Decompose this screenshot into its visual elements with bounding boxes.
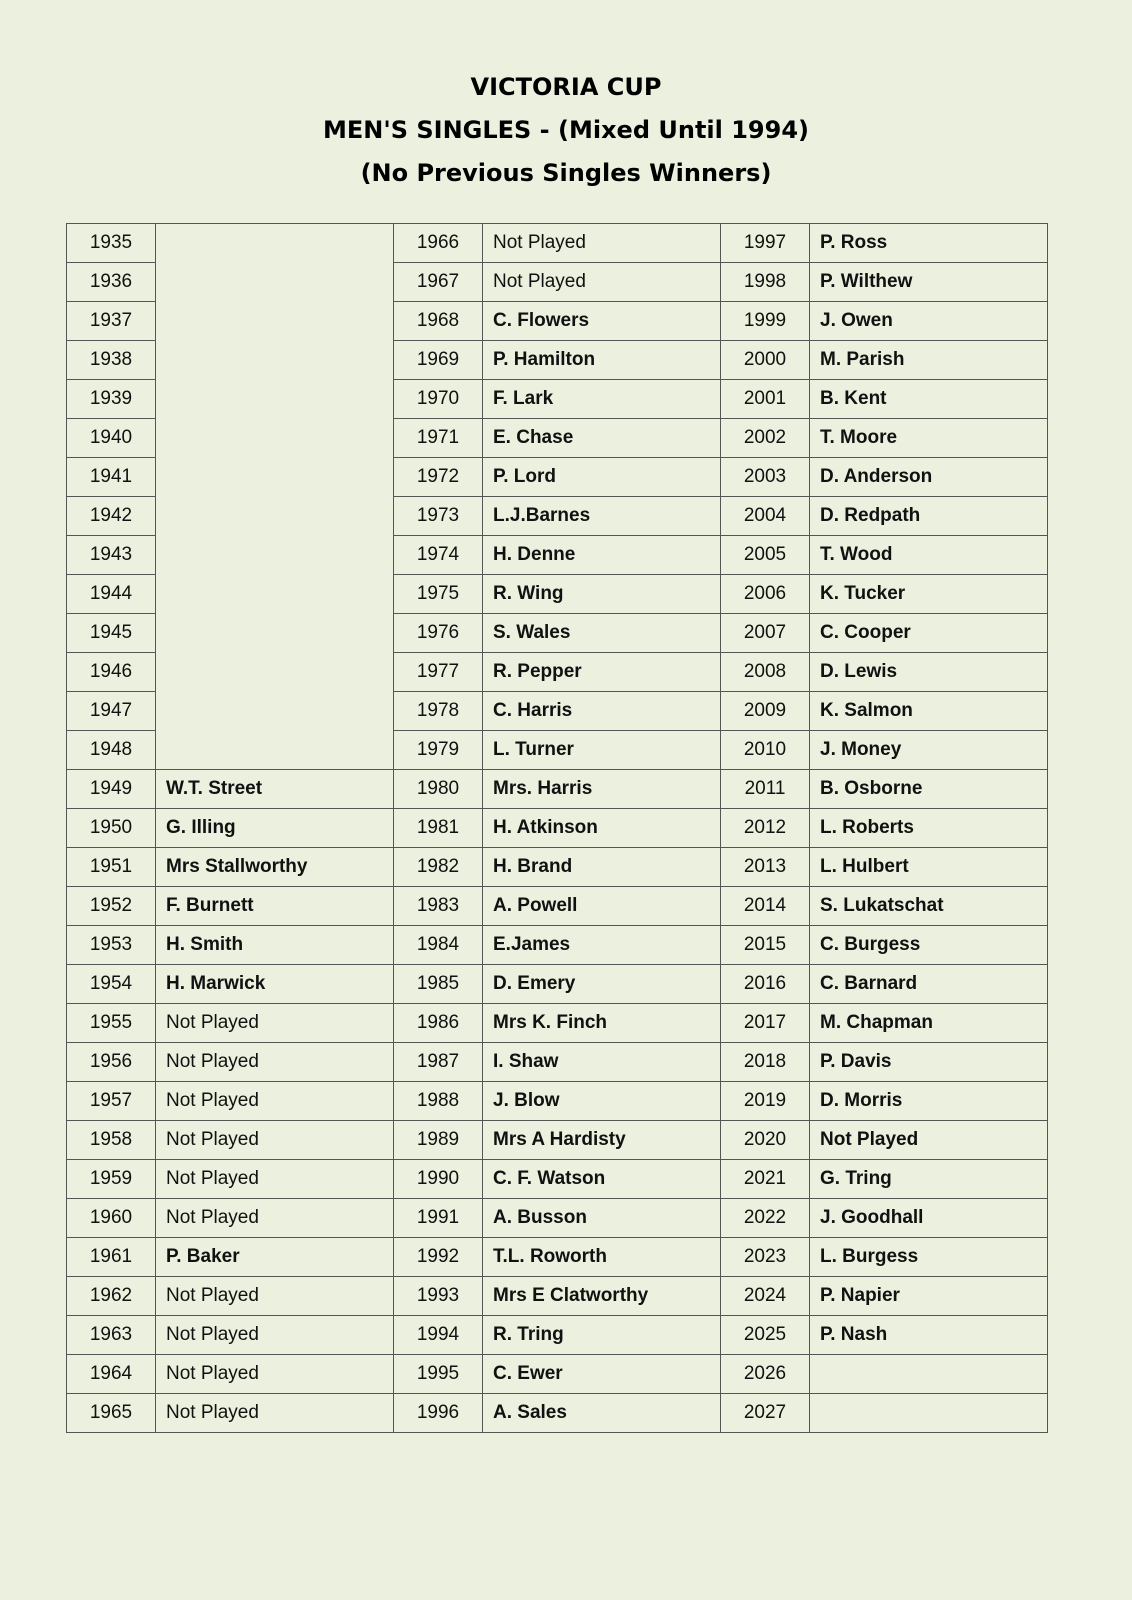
year-cell: 1976 xyxy=(394,614,483,653)
year-cell: 1993 xyxy=(394,1277,483,1316)
year-cell: 1953 xyxy=(67,926,156,965)
winner-cell: Not Played xyxy=(156,1004,394,1043)
winner-cell: E. Chase xyxy=(483,419,721,458)
winners-table-body xyxy=(67,224,1048,1433)
year-cell: 2026 xyxy=(721,1355,810,1394)
winner-cell: D. Emery xyxy=(483,965,721,1004)
year-cell: 1986 xyxy=(394,1004,483,1043)
winner-cell: H. Smith xyxy=(156,926,394,965)
year-cell: 1988 xyxy=(394,1082,483,1121)
year-cell: 1989 xyxy=(394,1121,483,1160)
winner-cell: Mrs. Harris xyxy=(483,770,721,809)
year-cell: 2013 xyxy=(721,848,810,887)
year-cell: 1991 xyxy=(394,1199,483,1238)
year-cell: 2019 xyxy=(721,1082,810,1121)
winners-table xyxy=(66,223,1048,1433)
table-row xyxy=(67,1238,1048,1277)
year-cell: 1977 xyxy=(394,653,483,692)
table-row xyxy=(67,1043,1048,1082)
year-cell: 1936 xyxy=(67,263,156,302)
year-cell: 1951 xyxy=(67,848,156,887)
winner-cell: Not Played xyxy=(156,1355,394,1394)
year-cell: 1958 xyxy=(67,1121,156,1160)
winner-cell: H. Atkinson xyxy=(483,809,721,848)
winner-cell: J. Blow xyxy=(483,1082,721,1121)
year-cell: 2025 xyxy=(721,1316,810,1355)
page-title: VICTORIA CUP xyxy=(470,73,662,101)
year-cell: 1945 xyxy=(67,614,156,653)
year-cell: 2012 xyxy=(721,809,810,848)
year-cell: 1956 xyxy=(67,1043,156,1082)
winner-cell: H. Denne xyxy=(483,536,721,575)
year-cell: 2018 xyxy=(721,1043,810,1082)
winner-cell: B. Kent xyxy=(810,380,1048,419)
winner-cell: D. Redpath xyxy=(810,497,1048,536)
year-cell: 2020 xyxy=(721,1121,810,1160)
winner-cell: R. Tring xyxy=(483,1316,721,1355)
winner-cell: Not Played xyxy=(810,1121,1048,1160)
winner-cell: M. Chapman xyxy=(810,1004,1048,1043)
year-cell: 1998 xyxy=(721,263,810,302)
year-cell: 1971 xyxy=(394,419,483,458)
year-cell: 2005 xyxy=(721,536,810,575)
winner-cell: H. Brand xyxy=(483,848,721,887)
winner-cell: Not Played xyxy=(156,1199,394,1238)
year-cell: 1970 xyxy=(394,380,483,419)
year-cell: 2021 xyxy=(721,1160,810,1199)
winner-cell: Not Played xyxy=(156,1160,394,1199)
winner-cell: P. Napier xyxy=(810,1277,1048,1316)
winner-cell: L. Burgess xyxy=(810,1238,1048,1277)
winner-cell: K. Tucker xyxy=(810,575,1048,614)
year-cell: 1963 xyxy=(67,1316,156,1355)
year-cell: 1939 xyxy=(67,380,156,419)
year-cell: 1954 xyxy=(67,965,156,1004)
winner-cell: A. Busson xyxy=(483,1199,721,1238)
winner-cell: L. Hulbert xyxy=(810,848,1048,887)
year-cell: 2008 xyxy=(721,653,810,692)
winner-cell-empty xyxy=(156,224,394,770)
year-cell: 1943 xyxy=(67,536,156,575)
year-cell: 1960 xyxy=(67,1199,156,1238)
winner-cell: Mrs K. Finch xyxy=(483,1004,721,1043)
winner-cell: P. Hamilton xyxy=(483,341,721,380)
table-row xyxy=(67,1121,1048,1160)
year-cell: 1972 xyxy=(394,458,483,497)
winner-cell: Not Played xyxy=(156,1121,394,1160)
winner-cell: Not Played xyxy=(156,1043,394,1082)
winner-cell: J. Goodhall xyxy=(810,1199,1048,1238)
year-cell: 1990 xyxy=(394,1160,483,1199)
winner-cell: P. Baker xyxy=(156,1238,394,1277)
winner-cell: Not Played xyxy=(156,1082,394,1121)
winner-cell: P. Lord xyxy=(483,458,721,497)
table-row xyxy=(67,926,1048,965)
year-cell: 2017 xyxy=(721,1004,810,1043)
page-subtitle-note: (No Previous Singles Winners) xyxy=(360,159,772,187)
year-cell: 1979 xyxy=(394,731,483,770)
winner-cell: R. Pepper xyxy=(483,653,721,692)
year-cell: 1938 xyxy=(67,341,156,380)
winner-cell: C. Harris xyxy=(483,692,721,731)
table-row xyxy=(67,770,1048,809)
year-cell: 1981 xyxy=(394,809,483,848)
year-cell: 1997 xyxy=(721,224,810,263)
winner-cell: P. Ross xyxy=(810,224,1048,263)
year-cell: 1942 xyxy=(67,497,156,536)
winner-cell: T. Wood xyxy=(810,536,1048,575)
table-row xyxy=(67,809,1048,848)
year-cell: 2003 xyxy=(721,458,810,497)
year-cell: 2010 xyxy=(721,731,810,770)
year-cell: 1955 xyxy=(67,1004,156,1043)
winner-cell: G. Tring xyxy=(810,1160,1048,1199)
year-cell: 1948 xyxy=(67,731,156,770)
winner-cell: Not Played xyxy=(156,1277,394,1316)
year-cell: 1962 xyxy=(67,1277,156,1316)
year-cell: 1996 xyxy=(394,1394,483,1433)
table-row xyxy=(67,224,1048,263)
winner-cell: D. Anderson xyxy=(810,458,1048,497)
winner-cell: I. Shaw xyxy=(483,1043,721,1082)
table-row xyxy=(67,887,1048,926)
winner-cell: C. Flowers xyxy=(483,302,721,341)
year-cell: 2006 xyxy=(721,575,810,614)
winner-cell: Not Played xyxy=(156,1316,394,1355)
winner-cell: C. Ewer xyxy=(483,1355,721,1394)
year-cell: 1995 xyxy=(394,1355,483,1394)
year-cell: 1947 xyxy=(67,692,156,731)
winner-cell: Mrs A Hardisty xyxy=(483,1121,721,1160)
year-cell: 2023 xyxy=(721,1238,810,1277)
year-cell: 1984 xyxy=(394,926,483,965)
year-cell: 1985 xyxy=(394,965,483,1004)
year-cell: 1957 xyxy=(67,1082,156,1121)
winner-cell: W.T. Street xyxy=(156,770,394,809)
year-cell: 1966 xyxy=(394,224,483,263)
year-cell: 2015 xyxy=(721,926,810,965)
year-cell: 1980 xyxy=(394,770,483,809)
year-cell: 1983 xyxy=(394,887,483,926)
year-cell: 1952 xyxy=(67,887,156,926)
winner-cell: T.L. Roworth xyxy=(483,1238,721,1277)
year-cell: 1974 xyxy=(394,536,483,575)
table-row xyxy=(67,1316,1048,1355)
year-cell: 1982 xyxy=(394,848,483,887)
winner-cell: J. Owen xyxy=(810,302,1048,341)
year-cell: 1992 xyxy=(394,1238,483,1277)
year-cell: 1969 xyxy=(394,341,483,380)
winner-cell: D. Morris xyxy=(810,1082,1048,1121)
winner-cell xyxy=(810,1355,1048,1394)
year-cell: 2014 xyxy=(721,887,810,926)
year-cell: 2000 xyxy=(721,341,810,380)
winner-cell: C. Cooper xyxy=(810,614,1048,653)
year-cell: 1950 xyxy=(67,809,156,848)
winner-cell: Mrs Stallworthy xyxy=(156,848,394,887)
winner-cell: C. Burgess xyxy=(810,926,1048,965)
winner-cell xyxy=(810,1394,1048,1433)
winner-cell: B. Osborne xyxy=(810,770,1048,809)
winner-cell: Not Played xyxy=(483,224,721,263)
winner-cell: S. Lukatschat xyxy=(810,887,1048,926)
winner-cell: P. Davis xyxy=(810,1043,1048,1082)
year-cell: 1978 xyxy=(394,692,483,731)
title-block xyxy=(0,66,1132,195)
winner-cell: G. Illing xyxy=(156,809,394,848)
year-cell: 1946 xyxy=(67,653,156,692)
winner-cell: K. Salmon xyxy=(810,692,1048,731)
year-cell: 1987 xyxy=(394,1043,483,1082)
winner-cell: J. Money xyxy=(810,731,1048,770)
table-row xyxy=(67,1004,1048,1043)
year-cell: 2002 xyxy=(721,419,810,458)
table-row xyxy=(67,965,1048,1004)
year-cell: 1944 xyxy=(67,575,156,614)
winner-cell: C. F. Watson xyxy=(483,1160,721,1199)
year-cell: 1935 xyxy=(67,224,156,263)
winner-cell: F. Lark xyxy=(483,380,721,419)
winner-cell: T. Moore xyxy=(810,419,1048,458)
year-cell: 2001 xyxy=(721,380,810,419)
year-cell: 2027 xyxy=(721,1394,810,1433)
year-cell: 2007 xyxy=(721,614,810,653)
year-cell: 1965 xyxy=(67,1394,156,1433)
winner-cell: A. Powell xyxy=(483,887,721,926)
winner-cell: Mrs E Clatworthy xyxy=(483,1277,721,1316)
year-cell: 1968 xyxy=(394,302,483,341)
winner-cell: C. Barnard xyxy=(810,965,1048,1004)
winner-cell: Not Played xyxy=(483,263,721,302)
page-subtitle: MEN'S SINGLES - (Mixed Until 1994) xyxy=(323,116,809,144)
winner-cell: L. Turner xyxy=(483,731,721,770)
winner-cell: P. Wilthew xyxy=(810,263,1048,302)
year-cell: 1949 xyxy=(67,770,156,809)
table-row xyxy=(67,848,1048,887)
winner-cell: R. Wing xyxy=(483,575,721,614)
table-row xyxy=(67,1355,1048,1394)
winner-cell: P. Nash xyxy=(810,1316,1048,1355)
winner-cell: Not Played xyxy=(156,1394,394,1433)
year-cell: 1961 xyxy=(67,1238,156,1277)
table-row xyxy=(67,1160,1048,1199)
year-cell: 2024 xyxy=(721,1277,810,1316)
winner-cell: A. Sales xyxy=(483,1394,721,1433)
winner-cell: F. Burnett xyxy=(156,887,394,926)
winner-cell: M. Parish xyxy=(810,341,1048,380)
winner-cell: E.James xyxy=(483,926,721,965)
year-cell: 1999 xyxy=(721,302,810,341)
year-cell: 1973 xyxy=(394,497,483,536)
winner-cell: L.J.Barnes xyxy=(483,497,721,536)
year-cell: 1964 xyxy=(67,1355,156,1394)
year-cell: 2022 xyxy=(721,1199,810,1238)
year-cell: 2009 xyxy=(721,692,810,731)
winner-cell: S. Wales xyxy=(483,614,721,653)
winner-cell: D. Lewis xyxy=(810,653,1048,692)
year-cell: 1975 xyxy=(394,575,483,614)
year-cell: 1967 xyxy=(394,263,483,302)
year-cell: 1940 xyxy=(67,419,156,458)
year-cell: 1941 xyxy=(67,458,156,497)
winner-cell: L. Roberts xyxy=(810,809,1048,848)
table-row xyxy=(67,1394,1048,1433)
year-cell: 2016 xyxy=(721,965,810,1004)
table-row xyxy=(67,1082,1048,1121)
year-cell: 2011 xyxy=(721,770,810,809)
winner-cell: H. Marwick xyxy=(156,965,394,1004)
year-cell: 1937 xyxy=(67,302,156,341)
year-cell: 1994 xyxy=(394,1316,483,1355)
year-cell: 1959 xyxy=(67,1160,156,1199)
table-row xyxy=(67,1199,1048,1238)
table-row xyxy=(67,1277,1048,1316)
year-cell: 2004 xyxy=(721,497,810,536)
